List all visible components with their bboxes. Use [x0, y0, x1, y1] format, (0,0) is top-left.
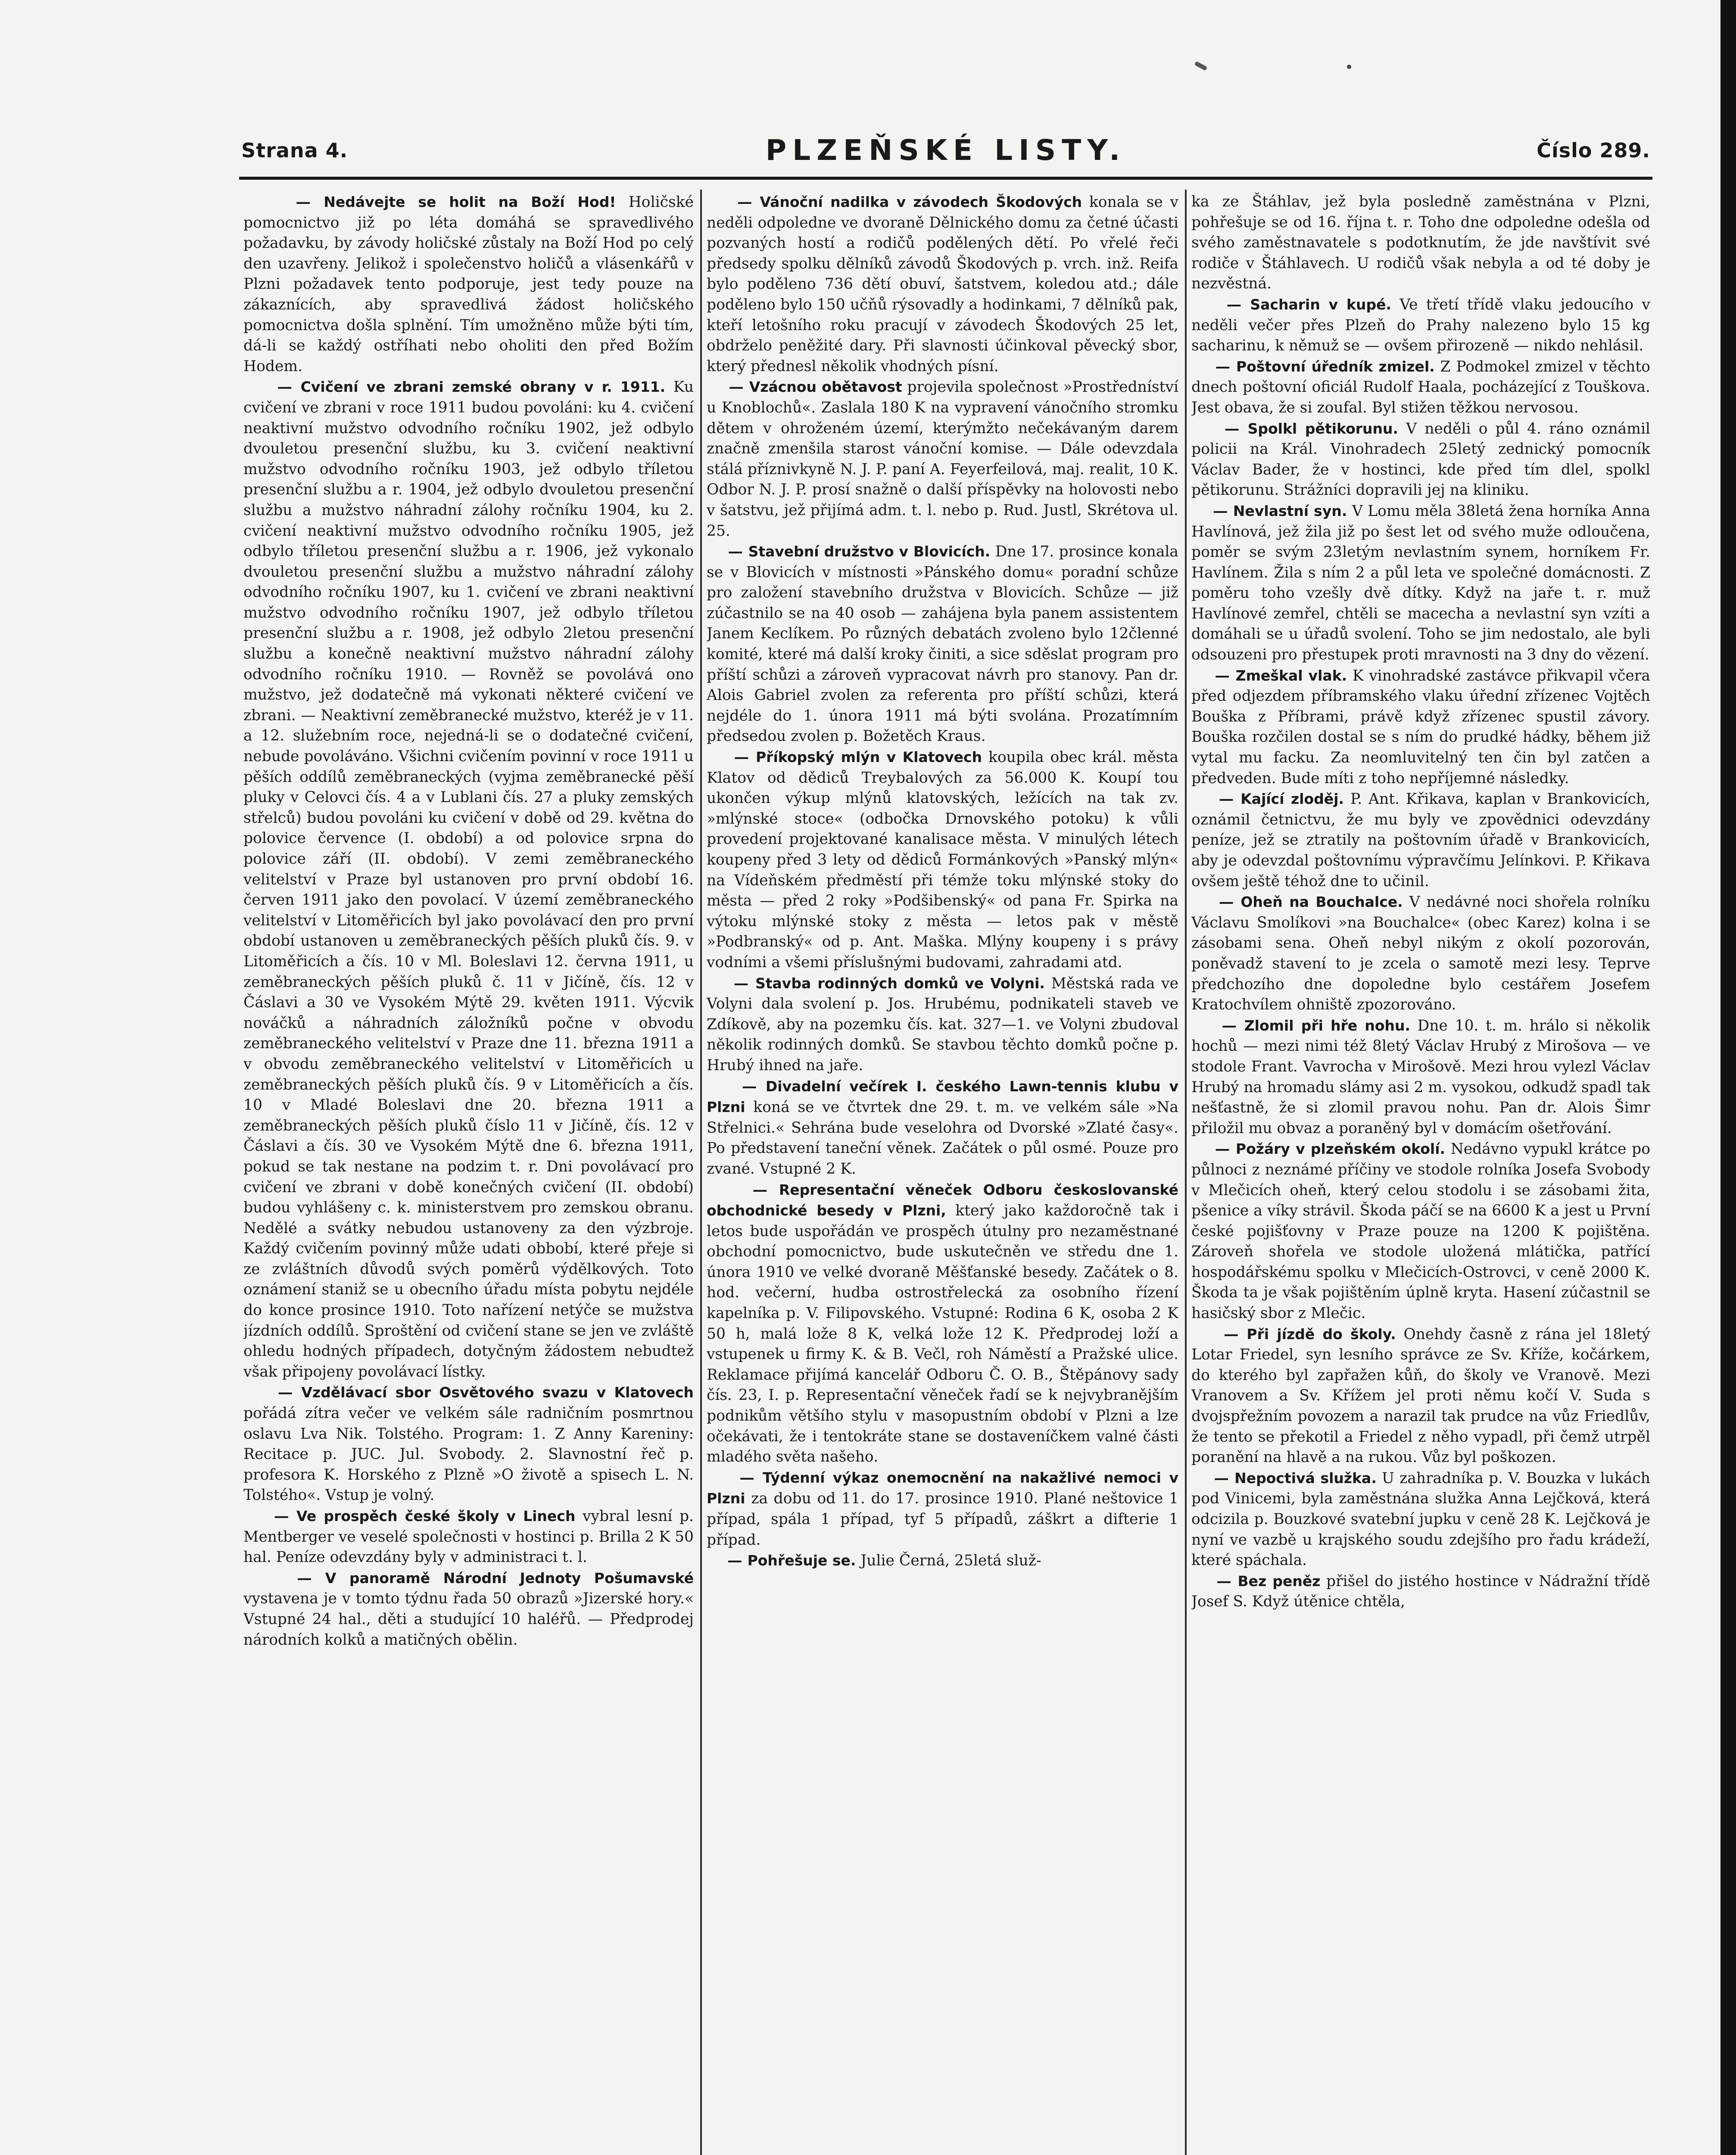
article [243, 1568, 694, 1650]
article-title: Příkopský mlýn v Klatovech [756, 749, 982, 766]
article-dash: — [1191, 1572, 1238, 1590]
article-dash: — [243, 194, 324, 211]
article-title: Při jízdě do školy. [1247, 1325, 1396, 1343]
article-dash: — [707, 1181, 779, 1199]
article-title: Kající zloděj. [1240, 790, 1344, 808]
article-body: V nedávné noci shořela rolníku Václavu Smolíkovi »na Bouchalce« (obec Karez) kolna i se zásobami sena. Oheň nebyl nikým z okolí pozorován, poněvadž stavení to je zcela o samotě mezi lesy. Teprve předchozího dne dopoledne bylo cestářem Josefem Kratochvílem ohniště zpozorováno. [1191, 893, 1650, 1014]
article [1191, 501, 1650, 665]
article-dash: — [707, 543, 748, 561]
newspaper-title: PLZEŇSKÉ LISTY. [765, 134, 1126, 167]
article-body: Holičské pomocnictvo již po léta domáhá se spravedlivého požadavku, by závody holičské zůstaly na Boží Hod po celý den uzavřeny. Jelikož i společenstvo holičů a vlásenkářů v Plzni požadavek tento podporuje, jest tedy pouze na zákaznících, aby spravedlivá žádost holičského pomocnictva došla splnění. Tím umožněno může býti tím, dá-li se každý ostříhati nebo oholiti den před Božím Hodem. [243, 194, 694, 375]
article [1191, 1468, 1650, 1571]
scan-edge [1720, 0, 1736, 2155]
article-title: Representační věneček Odboru českoslovanské obchodnické besedy v Plzni, [707, 1181, 1178, 1219]
article [707, 1076, 1178, 1180]
article [1191, 1015, 1650, 1139]
article [707, 973, 1178, 1076]
article-title: Cvičení ve zbrani zemské obrany v r. 1911. [300, 378, 666, 396]
header-rule [239, 177, 1652, 180]
column-divider [1185, 190, 1187, 2155]
article-body: Ve třetí třídě vlaku jedoucího v neděli večer přes Plzeň do Prahy nalezeno bylo 15 kg sacharinu, k němuž se — ovšem přirozeně — nikdo nehlásil. [1191, 296, 1650, 355]
article-body: vystavena je v tomto týdnu řada 50 obrazů »Jizerské hory.« Vstupné 24 hal., děti a studující 10 haléřů. — Předprodej národních kolků a matičných obělin. [243, 1590, 694, 1649]
article-body: Z Podmokel zmizel v těchto dnech poštovní oficiál Rudolf Haala, pocházející z Touškova. Jest obava, že si zoufal. Byl stižen těžkou nervosou. [1191, 358, 1650, 416]
article-body: V Lomu měla 38letá žena horníka Anna Havlínová, jež žila již po šest let od svého muže odloučena, poměr se svým 23letým nevlastním synem, horníkem Fr. Havlínem. Žila s ním 2 a půl leta ve společné domácnosti. Z poměru toho vzešly dvě dítky. Když na jaře t. r. muž Havlínové zemřel, chtěli se macecha a nevlastní syn vzíti a domáhali se u úřadů svolení. Toho se jim nedostalo, ale byli odsouzeni pro přestupek proti mravnosti na 3 dny do vězení. [1191, 502, 1650, 664]
article-title: Vzácnou obětavost [749, 378, 902, 396]
article-dash: — [707, 1078, 766, 1095]
article-body: Dne 17. prosince konala se v Blovicích v místnosti »Pánského domu« poradní schůze pro založení stavebního družstva v Blovicích. Schůze — již zúčastnilo se na 40 osob — zahájena byla panem assistentem Janem Keclíkem. Po různých debatách zvoleno bylo 12členné komité, které má další kroky činiti, a sice sděslat program pro příští schůzi a zároveň vypracovat návrh pro stanovy. Pan dr. Alois Gabriel zvolen za referenta pro příští schůzi, která nejdéle do 1. února 1911 má býti svolána. Prozatímním předsedou zvolen p. Božetěch Kraus. [707, 543, 1178, 745]
article [1191, 1139, 1650, 1324]
article-dash: — [1191, 296, 1250, 313]
article-body: Nedávno vypukl krátce po půlnoci z neznámé příčiny ve stodole rolníka Josefa Svobody v Mlečicích oheň, který celou stodolu i se zásobami žita, pšenice a víky strávil. Škoda páčí se na 6600 K a jest u První české pojišťovny v Praze pouze na 1200 K pojištěna. Zároveň shořela ve stodole uložená mlátička, patřící hospodářskému spolku v Mlečicích-Ostrovci, v ceně 2000 K. Škoda ta je však pojištěním úplně kryta. Hasení zúčastnil se hasičský sbor z Mlečic. [1191, 1140, 1650, 1322]
article-dash: — [1191, 1140, 1236, 1158]
article [1191, 192, 1650, 294]
article-body: ka ze Štáhlav, jež byla posledně zaměstnána v Plzni, pohřešuje se od 16. října t. r. Toho dne odpoledne odešla od svého zaměstnavatele s podotknutím, že jde navštívit své rodiče v Štáhlavech. U rodičů však nebyla a od té doby je nezvěstná. [1191, 193, 1650, 293]
article-title: Vánoční nadilka v závodech Škodových [760, 194, 1082, 210]
article-body: projevila společnost »Prostředníství u Knoblochů«. Zaslala 180 K na vypravení vánočního stromku dětem v ohroženém území, kterýmžto nečekávaným darem značně zmenšila starost vánoční komise. — Dále odevzdala stálá příznivkyně N. J. P. paní A. Feyerfeilová, maj. realit, 10 K. Odbor N. J. P. prosí snažně o další příspěvky na holovosti nebo v šatstvu, jež přijímá adm. t. l. nebo p. Rud. Justl, Skrétova ul. 25. [707, 378, 1178, 540]
article [707, 377, 1178, 541]
article-title: Vzdělávací sbor Osvětového svazu v Klatovech [301, 1384, 694, 1401]
article [707, 541, 1178, 747]
article-title: Stavební družstvo v Blovicích. [748, 543, 991, 560]
article [243, 1506, 694, 1568]
article-body: koupila obec král. města Klatov od dědiců Treybalových za 56.000 K. Koupí tou ukončen výkup mlýnů klatovských, ležících na tak zv. »mlýnské stoce« (odbočka Drnovského potoku) k vůli provedení projektované kanalisace města. V minulých létech koupeny před 3 lety od dědiců Formánkových »Panský mlýn« na Vídeňském předměstí při témže toku mlýnské stoky do města — před 2 roky »Podšibenský« od pana Fr. Spirka na výtoku mlýnské stoky z města — letos pak v městě »Podbranský« od p. Ant. Maška. Mlýny koupeny i s právy vodními a všemi příslušnými budovami, zahradami atd. [707, 749, 1178, 971]
article-body: V neděli o půl 4. ráno oznámil policii na Král. Vinohradech 25letý zednický pomocník Václav Bader, že v hostinci, kde před tím dlel, spolkl pětikorunu. Strážníci dopravili jej na kliniku. [1191, 420, 1650, 499]
article-title: Divadelní večírek I. českého Lawn-tennis klubu v Plzni [707, 1078, 1178, 1116]
article-body: za dobu od 11. do 17. prosince 1910. Plané neštovice 1 případ, spála 1 případ, tyf 5 případů, záškrt a difterie 1 případ. [707, 1490, 1178, 1549]
article [1191, 419, 1650, 501]
article-dash: — [1191, 420, 1248, 437]
article-dash: — [1191, 502, 1233, 520]
article-title: Poštovní úředník zmizel. [1236, 358, 1435, 375]
article-dash: — [707, 378, 749, 396]
article-body: Onehdy časně z rána jel 18letý Lotar Friedel, syn lesního správce ze Sv. Kříže, kočárkem, do kterého byl zapřažen kůň, do školy ve Vranově. Mezi Vranovem a Sv. Křížem jel proti němu kočí V. Suda s dvojspřežním povozem a narazil tak prudce na vůz Friedlův, že tento se překotil a Friedel z něho vypadl, při čemž utrpěl poranění na hlavě a na rukou. Vůz byl poškozen. [1191, 1325, 1650, 1466]
article-body: U zahradníka p. V. Bouzka v lukách pod Vinicemi, byla zaměstnána služka Anna Lejčková, která odcizila p. Bouzkové svatební jupku v ceně 28 K. Lejčková je nyní ve vazbě u krajského soudu zdejšího pro řadu krádeží, které spáchala. [1191, 1469, 1650, 1569]
article-dash: — [243, 1569, 325, 1587]
column-divider [700, 190, 702, 2155]
article [243, 192, 694, 377]
article-body: konala se v neděli odpoledne ve dvoraně Dělnického domu za četné účasti pozvaných hostí a rodičů podělených dětí. Po vřelé řeči předsedy spolku dělníků závodů Škodových p. vrch. inž. Reifa bylo poděleno 736 dětí obuví, šatstvem, koledou atd.; dále poděleno bylo 150 učňů rýsovadly a hodinkami, 7 dělníků pak, kteří letošního roku pracují v závodech Škodových 25 let, obdrželo peněžité dary. Při slavnosti účinkoval pěvecký sbor, který přednesl několik vhodných písní. [707, 194, 1178, 375]
article-title: V panoramě Národní Jednoty Pošumavské [325, 1569, 694, 1587]
article [707, 1550, 1178, 1571]
article [1191, 1324, 1650, 1468]
article-title: Týdenní výkaz onemocnění na nakažlivé nemoci v Plzni [707, 1469, 1178, 1507]
article-dash: — [1191, 358, 1236, 375]
page-number: Strana 4. [241, 139, 348, 162]
article-title: Nedávejte se holit na Boží Hod! [324, 194, 616, 210]
article-dash: — [1191, 893, 1241, 911]
article [707, 1468, 1178, 1550]
scan-speck [1347, 65, 1351, 69]
article-dash: — [1191, 1325, 1247, 1343]
article-dash: — [707, 974, 755, 992]
article-title: Oheň na Bouchalce. [1240, 893, 1403, 911]
article [707, 747, 1178, 973]
column-3 [1191, 192, 1650, 2155]
article [1191, 294, 1650, 356]
article-body: koná se ve čtvrtek dne 29. t. m. ve velkém sále »Na Střelnici.« Sehrána bude veselohra od Dvorské »Zlaté časy«. Po představení taneční věnek. Začátek o půl osmé. Pouze pro zvané. Vstupné 2 K. [707, 1099, 1178, 1177]
article-title: Spolkl pětikorunu. [1247, 420, 1399, 437]
article-body: K vinohradské zastávce přikvapil včera před odjezdem příbramského vlaku úřední zřízenec Vojtěch Bouška z Příbrami, právě když zřízenec spustil závory. Bouška rozčilen dostal se s ním do prudké hádky, během již vytal mu facku. Za neomluvitelný ten čin byl zatčen a předveden. Bude míti z toho nepříjemné následky. [1191, 667, 1650, 787]
article-title: Sacharin v kupé. [1250, 296, 1392, 313]
article [243, 377, 694, 1382]
article-body: Dne 10. t. m. hrálo si několik hochů — mezi nimi též 8letý Václav Hrubý z Mirošova — ve stodole Frant. Vavrocha v Mirošově. Mezi hrou vylezl Václav Hrubý na hromadu slámy asi 2 m. vysokou, odkudž spadl tak nešťastně, že si zlomil pravou nohu. Pan dr. Alois Šimr přiložil mu obvaz a poraněný byl v domácím ošetřování. [1191, 1017, 1650, 1137]
article-dash: — [707, 749, 756, 766]
article-title: Nevlastní syn. [1233, 502, 1347, 519]
article-body: pořádá zítra večer ve velkém sále radničním posmrtnou oslavu Lva Nik. Tolstého. Program: 1. Z Anny Kareniny: Recitace p. JUC. Jul. Svobody. 2. Slavnostní řeč p. profesora K. Horského z Plzně »O životě a spisech L. N. Tolstého«. Vstup je volný. [243, 1405, 694, 1504]
article-dash: — [243, 378, 301, 396]
article [243, 1382, 694, 1506]
scan-speck [1194, 61, 1207, 71]
article-dash: — [243, 1384, 302, 1402]
article [1191, 356, 1650, 419]
article-dash: — [1191, 1017, 1244, 1034]
article-body: Ku cvičení ve zbrani v roce 1911 budou povoláni: ku 4. cvičení neaktivní mužstvo odvodního ročníku 1902, jež odbylo dvouletou presenční službu, ku 3. cvičení neaktivní mužstvo odvodního ročníku 1903, jež odbylo tříletou presenční službu a r. 1904, jež odbylo dvouletou presenční službu a mužstvo náhradní zálohy ročníku 1904, ku 2. cvičení neaktivní mužstvo odvodního ročníku 1905, jež odbylo tříletou presenční službu a r. 1906, jež vykonalo dvouletou presenční službu a mužstvo náhradní zálohy odvodního ročníku 1907, ku 1. cvičení ve zbrani neaktivní mužstvo odvodního ročníku 1907, jež odbylo tříletou presenční službu a r. 1908, jež odbylo 2letou presenční službu a konečně neaktivní mužstvo náhradní zálohy odvodního ročníku 1910. — Rovněž se povolává ono mužstvo, jež dodatečně má vykonati některé cvičení ve zbrani. — Neaktivní zeměbranecké mužstvo, kteréž je v 11. a 12. služebním roce, nejedná-li se o dodatečné cvičení, nebude povoláváno. Všichni cvičením povinní v roce 1911 u pěších oddílů zeměbraneckých (vyjma zeměbranecké pěší pluky v Celovci čís. 4 a v Lublani čís. 27 a pluky zemských střelců) budou povoláni ku cvičení v době od 29. května do polovice července (I. období) a od polovice srpna do polovice září (II. období). V zemi zeměbraneckého velitelství v Praze byl ustanoven pro první období 16. červen 1911 jako den povolací. V území zeměbraneckého velitelství v Litoměřicích byl jako povolávací den pro první období ustanoven u zeměbraneckých pěších pluků čís. 9. v Litoměřicích a čís. 10 v Ml. Boleslavi 12. června 1911, u zeměbraneckých pěších pluků č. 11 v Jičíně, čís. 12 v Čáslavi a 30 ve Vysokém Mýtě 29. květen 1911. Výcvik nováčků a náhradních záložníků počne v obvodu zeměbraneckého velitelství v Praze dne 11. března 1911 a v obvodu zeměbraneckého velitelství v Litoměřicích u zeměbraneckých pěších pluků čís. 9 v Litoměřicích a čís. 10 v Mladé Boleslavi dne 20. března 1911 a zeměbraneckých pěších pluků číslo 11 v Jičíně, čís. 12 v Čáslavi a čís. 30 ve Vysokém Mýtě dne 6. března 1911, pokud se tak nestane na podzim t. r. Dni povolávací pro cvičení ve zbrani v době konečných cvičení (II. období) budou vyhlášeny c. k. ministerstvem pro zemskou obranu. Nedělé a svátky nebudou ustanoveny za den výzbroje. Každý cvičením povinný může udati obbobí, které přeje si ze zvláštních důvodů svých poměrů výdělkových. Toto oznámení staniž se u obecního úřadu místa pobytu nejdéle do konce prosince 1910. Toto nařízení netýče se mužstva jízdních oddílů. Sproštění od cvičení stane se jen ve zvláště ohledu hodných případech, dotyčným žádostem nebudtež však připojeny povolávací lístky. [243, 378, 694, 1380]
page-header [241, 134, 1650, 173]
article-dash: — [707, 1552, 748, 1570]
article-body: který jako každoročně tak i letos bude uspořádán ve prospěch útulny pro nezaměstnané obchodní pomocnictvo, bude uskutečněn ve středu dne 1. února 1910 ve velké dvoraně Měšťanské besedy. Začátek o 8. hod. večerní, hudba ostrostřelecká za osobního řízení kapelníka p. V. Filipovského. Vstupné: Rodina 6 K, osoba 2 K 50 h, malá lože 8 K, velká lože 12 K. Předprodej loží a vstupenek u firmy K. & B. Večl, roh Náměstí a Pražské ulice. Reklamace přijímá kancelář Odboru Č. O. B., Štěpánovy sady čís. 23, I. p. Representační věneček řadí se k nejvybranějším podnikům většího stylu v masopustním období v Plzni a lze očekávati, že i tentokráte stane se dostaveníčkem valné části mladého světa našeho. [707, 1202, 1178, 1466]
article [707, 192, 1178, 377]
article-title: Ve prospěch české školy v Linech [296, 1508, 576, 1524]
column-2 [707, 192, 1178, 2155]
issue-number: Číslo 289. [1537, 139, 1650, 162]
article-dash: — [1191, 790, 1241, 808]
article-dash: — [707, 194, 760, 211]
article-title: Stavba rodinných domků ve Volyni. [755, 974, 1045, 992]
article-title: Zmeškal vlak. [1235, 667, 1347, 684]
article-body: přišel do jistého hostince v Nádražní třídě Josef S. Když útěnice chtěla, [1191, 1572, 1650, 1611]
article [1191, 1571, 1650, 1612]
article-title: Bez peněz [1237, 1572, 1321, 1590]
article-title: Zlomil při hře nohu. [1244, 1017, 1411, 1034]
article-title: Požáry v plzeňském okolí. [1235, 1140, 1446, 1158]
article [1191, 892, 1650, 1015]
article [1191, 789, 1650, 892]
article [707, 1180, 1178, 1468]
article-body: Julie Černá, 25letá služ- [860, 1552, 1041, 1570]
article-body: Městská rada ve Volyni dala svolení p. Jos. Hrubému, podnikateli staveb ve Zdíkově, aby na pozemku čís. kat. 327—1. ve Volyni zbudoval několik rodinných domků. Se stavbou těchto domků počne p. Hrubý ihned na jaře. [707, 974, 1178, 1074]
article-dash: — [243, 1508, 297, 1525]
article-dash: — [1191, 1469, 1235, 1487]
column-1 [243, 192, 694, 2155]
article-body: vybral lesní p. Mentberger ve veselé společnosti v hostinci p. Brilla 2 K 50 hal. Peníze odevzdány byly v administraci t. l. [243, 1508, 694, 1566]
article-body: P. Ant. Křikava, kaplan v Brankovicích, oznámil četnictvu, že mu byly ve zpovědnici odevzdány peníze, jež se ztratily na poštovním úřadě v Brankovicích, aby je odevzdal poštovnímu výpravčímu Jelínkovi. P. Křikava ovšem ještě téhož dne to učinil. [1191, 790, 1650, 890]
article-dash: — [1191, 667, 1236, 684]
article [1191, 665, 1650, 789]
article-title: Nepoctivá služka. [1234, 1469, 1377, 1487]
article-dash: — [707, 1469, 763, 1487]
article-title: Pohřešuje se. [747, 1552, 856, 1569]
